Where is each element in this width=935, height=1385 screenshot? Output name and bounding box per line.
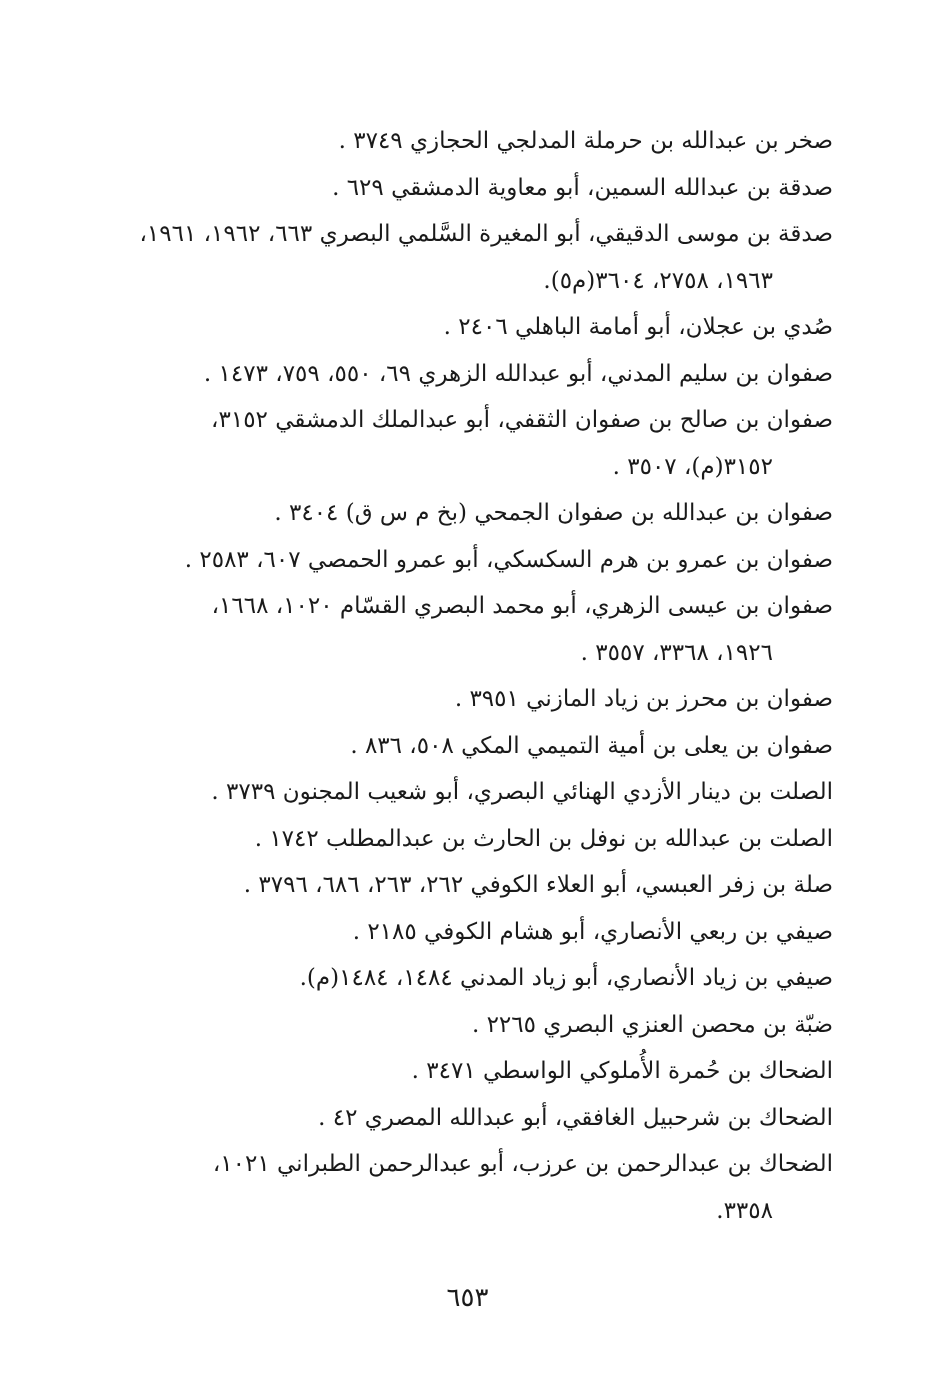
index-entry: الصلت بن دينار الأزدي الهنائي البصري، أبو شعيب المجنون ٣٧٣٩ . (211, 779, 833, 805)
index-entry: صفوان بن سليم المدني، أبو عبدالله الزهري ٦٩، ٥٥٠، ٧٥٩، ١٤٧٣ . (203, 360, 833, 387)
index-entries (128, 118, 833, 1234)
index-entry: صلة بن زفر العبسي، أبو العلاء الكوفي ٢٦٢، ٢٦٣، ٦٨٦، ٣٧٩٦ . (243, 872, 833, 898)
index-entry: الضحاك بن عبدالرحمن بن عرزب، أبو عبدالرحمن الطبراني ١٠٢١، ٣٣٥٨. (128, 1141, 833, 1234)
index-entry: الضحاك بن حُمرة الأُملوكي الواسطي ٣٤٧١ . (411, 1058, 833, 1084)
index-entry: صدقة بن عبدالله السمين، أبو معاوية الدمشقي ٦٢٩ . (332, 174, 833, 201)
entry-continuation: ٣١٥٢(م)، ٣٥٠٧ . (612, 453, 773, 480)
index-entry: صدقة بن موسى الدقيقي، أبو المغيرة السَّلمي البصري ٦٦٣، ١٩٦٢، ١٩٦١، ١٩٦٣، ٢٧٥٨، ٣٦٠٤(م٥). (128, 211, 833, 304)
index-entry: صيفي بن ربعي الأنصاري، أبو هشام الكوفي ٢١٨٥ . (352, 918, 833, 945)
index-entry: الصلت بن عبدالله بن نوفل بن الحارث بن عبدالمطلب ١٧٤٢ . (254, 825, 833, 852)
page-number: ٦٥٣ (446, 1283, 489, 1313)
index-entry: ضبّة بن محصن العنزي البصري ٢٢٦٥ . (471, 1011, 833, 1038)
index-entry: صيفي بن زياد الأنصاري، أبو زياد المدني ١٤٨٤، ١٤٨٤(م). (299, 965, 833, 991)
entry-continuation: ١٩٢٦، ٣٣٦٨، ٣٥٥٧ . (580, 639, 773, 666)
index-entry: صفوان بن صالح بن صفوان الثقفي، أبو عبدالملك الدمشقي ٣١٥٢، ٣١٥٢(م)، ٣٥٠٧ . (128, 397, 833, 490)
index-entry: صخر بن عبدالله بن حرملة المدلجي الحجازي ٣٧٤٩ . (338, 128, 833, 154)
index-entry: صفوان بن عمرو بن هرم السكسكي، أبو عمرو الحمصي ٦٠٧، ٢٥٨٣ . (184, 546, 833, 573)
index-entry: صفوان بن عيسى الزهري، أبو محمد البصري القسّام ١٠٢٠، ١٦٦٨، ١٩٢٦، ٣٣٦٨، ٣٥٥٧ . (128, 583, 833, 676)
entry-continuation: ٣٣٥٨. (716, 1197, 773, 1224)
entry-continuation: ١٩٦٣، ٢٧٥٨، ٣٦٠٤(م٥). (543, 267, 773, 294)
index-entry: صفوان بن محرز بن زياد المازني ٣٩٥١ . (454, 686, 833, 712)
index-entry: صُدي بن عجلان، أبو أمامة الباهلي ٢٤٠٦ . (443, 314, 833, 340)
index-entry: الضحاك بن شرحبيل الغافقي، أبو عبدالله المصري ٤٢ . (318, 1104, 833, 1131)
index-entry: صفوان بن عبدالله بن صفوان الجمحي (بخ م س ق) ٣٤٠٤ . (274, 500, 833, 526)
index-entry: صفوان بن يعلى بن أمية التميمي المكي ٥٠٨، ٨٣٦ . (350, 732, 833, 759)
